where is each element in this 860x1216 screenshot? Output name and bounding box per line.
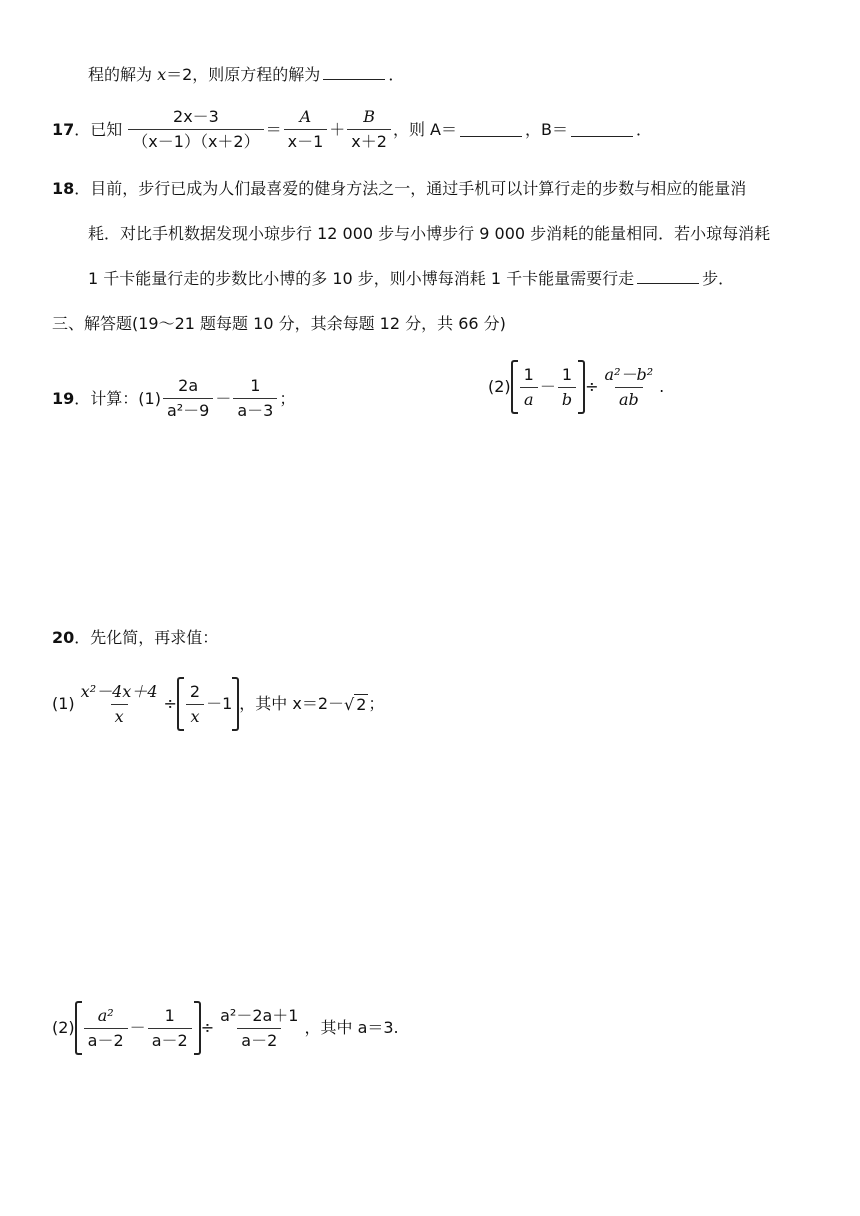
q17-b-fraction: [347, 107, 391, 152]
q20-p1-fraction: [77, 682, 162, 727]
q20-p2-a-numerator: a²: [97, 1005, 114, 1025]
q17-number: 17: [52, 119, 75, 139]
section-3-heading: [52, 314, 506, 334]
q19-p2-a-fraction: [520, 365, 538, 410]
q18-line-1: [52, 179, 746, 199]
q16-answer-blank[interactable]: [323, 65, 385, 80]
q19-f2-numerator: 1: [250, 376, 261, 395]
q19-f1-numerator: 2a: [178, 376, 199, 395]
right-bracket-icon: [232, 677, 239, 731]
q20-heading-line: [52, 628, 218, 648]
q20-lead: ．先化简，再求值：: [74, 628, 219, 647]
q16-text-pre: 程的解为: [88, 65, 158, 84]
q17-line: [52, 107, 652, 152]
q20-p2-c-numerator: a²－2a＋1: [220, 1005, 299, 1025]
q19-f1-denominator: a²－9: [163, 398, 213, 421]
q20-p1-sqrt-radicand: 2: [356, 694, 367, 714]
q19-number: 19: [52, 388, 75, 408]
q20-p1-inner-fraction: [186, 682, 204, 727]
q20-p1-divide: ÷: [163, 694, 177, 713]
left-bracket-icon: [511, 360, 518, 414]
q19-p2-b-denominator: b: [558, 387, 576, 410]
q16-var: x: [157, 65, 167, 84]
q20-p1-label: (1): [52, 694, 75, 713]
q19-f1-fraction: [163, 376, 213, 421]
q17-comma-b: ，B＝: [525, 119, 568, 139]
q20-p1-where: ，其中 x＝2－: [239, 694, 345, 713]
q17-sep: ．: [74, 119, 91, 139]
q18-text-1: ．目前，步行已成为人们最喜爱的健身方法之一，通过手机可以计算行走的步数与相应的能量消: [74, 179, 747, 198]
q20-p2-a-fraction: [84, 1006, 128, 1051]
q20-p1-denominator: x: [111, 704, 128, 727]
left-bracket-icon: [177, 677, 184, 731]
sqrt-icon: √ 2: [344, 694, 367, 714]
q19-p2-a-numerator: 1: [523, 364, 534, 384]
q19-p2-c-fraction: [601, 365, 658, 410]
section-3-title: 三、解答题(19～21 题每题 10 分，其余每题 12 分，共 66 分): [52, 314, 506, 333]
q18-text-2: 耗．对比手机数据发现小琼步行 12 000 步与小博步行 9 000 步消耗的能量相同．若小琼每消耗: [88, 224, 771, 243]
q18-line-2: [88, 224, 770, 244]
q19-p2-b-numerator: 1: [561, 364, 573, 384]
q17-a-denominator: x－1: [284, 129, 328, 152]
q17-equals: ＝: [265, 119, 282, 139]
q20-p1-numerator: x²－4x＋4: [80, 681, 158, 701]
q17-end: ．: [635, 119, 652, 139]
q17-lhs-denominator: （x－1）（x＋2）: [128, 129, 263, 152]
q20-p1-semicolon: ；: [368, 694, 385, 713]
q18-answer-blank[interactable]: [637, 269, 699, 284]
q20-part-2: [52, 988, 399, 1068]
q19-p2-a-denominator: a: [520, 387, 538, 410]
q20-number: 20: [52, 628, 75, 647]
q20-p2-c-denominator: a－2: [237, 1028, 281, 1051]
left-bracket-icon: [75, 1001, 82, 1055]
q20-p1-inner-denominator: x: [186, 704, 203, 727]
q20-p2-b-fraction: [148, 1006, 192, 1051]
q17-then-a: ，则 A＝: [392, 119, 457, 139]
q19-part-1: [52, 376, 295, 421]
right-bracket-icon: [194, 1001, 201, 1055]
q17-b-numerator: B: [363, 107, 375, 126]
q19-p2-divide: ÷: [585, 377, 599, 396]
q19-p2-minus: －: [539, 377, 556, 396]
q16-end: ．: [388, 65, 405, 84]
q19-f2-denominator: a－3: [233, 398, 277, 421]
q20-p2-b-denominator: a－2: [148, 1028, 192, 1051]
q19-p2-dot: .: [659, 377, 665, 396]
q16-text-eq: ＝2，则原方程的解为: [166, 65, 321, 84]
q19-p2-paren-group: [511, 360, 585, 414]
q18-line-3: [88, 269, 734, 289]
q19-p2-c-denominator: ab: [615, 387, 643, 410]
q20-p2-c-fraction: [216, 1006, 302, 1051]
q17-b-blank[interactable]: [571, 122, 633, 137]
q17-lead: 已知: [90, 119, 123, 139]
q19-semicolon: ；: [279, 388, 296, 408]
q19-part-2: [488, 352, 664, 422]
q20-p2-divide: ÷: [200, 1018, 215, 1037]
q19-lead: ．计算：(1): [74, 388, 161, 408]
q19-minus: －: [215, 388, 232, 408]
q17-plus: ＋: [329, 119, 346, 139]
q20-p2-minus: －: [129, 1018, 146, 1037]
q18-number: 18: [52, 179, 75, 198]
q17-a-blank[interactable]: [460, 122, 522, 137]
q20-p2-paren-group: [75, 1001, 201, 1055]
q19-p2-label: (2): [488, 377, 511, 396]
q20-p2-b-numerator: 1: [164, 1005, 175, 1025]
q19-p2-c-numerator: a²－b²: [604, 364, 654, 384]
q20-p2-where: ，其中 a＝3.: [304, 1018, 399, 1037]
q18-text-3: 1 千卡能量行走的步数比小博的多 10 步，则小博每消耗 1 千卡能量需要行走: [88, 269, 635, 288]
q19-p2-b-fraction: [558, 365, 576, 410]
q16-tail-line: [88, 65, 404, 85]
q17-a-numerator: A: [299, 107, 312, 126]
right-bracket-icon: [578, 360, 585, 414]
q19-f2-fraction: [233, 376, 277, 421]
q17-b-denominator: x＋2: [347, 129, 391, 152]
q17-a-fraction: [284, 107, 328, 152]
q20-p2-a-denominator: a－2: [84, 1028, 128, 1051]
q18-end: 步．: [702, 269, 735, 288]
q17-lhs-fraction: [128, 107, 263, 152]
q20-p1-paren-group: [177, 677, 239, 731]
q20-p1-inner-numerator: 2: [189, 681, 201, 701]
q17-lhs-numerator: 2x－3: [173, 107, 219, 126]
q20-p2-label: (2): [52, 1018, 75, 1037]
q20-part-1: [52, 664, 384, 744]
q20-p1-inner-minus-one: －1: [206, 694, 233, 713]
